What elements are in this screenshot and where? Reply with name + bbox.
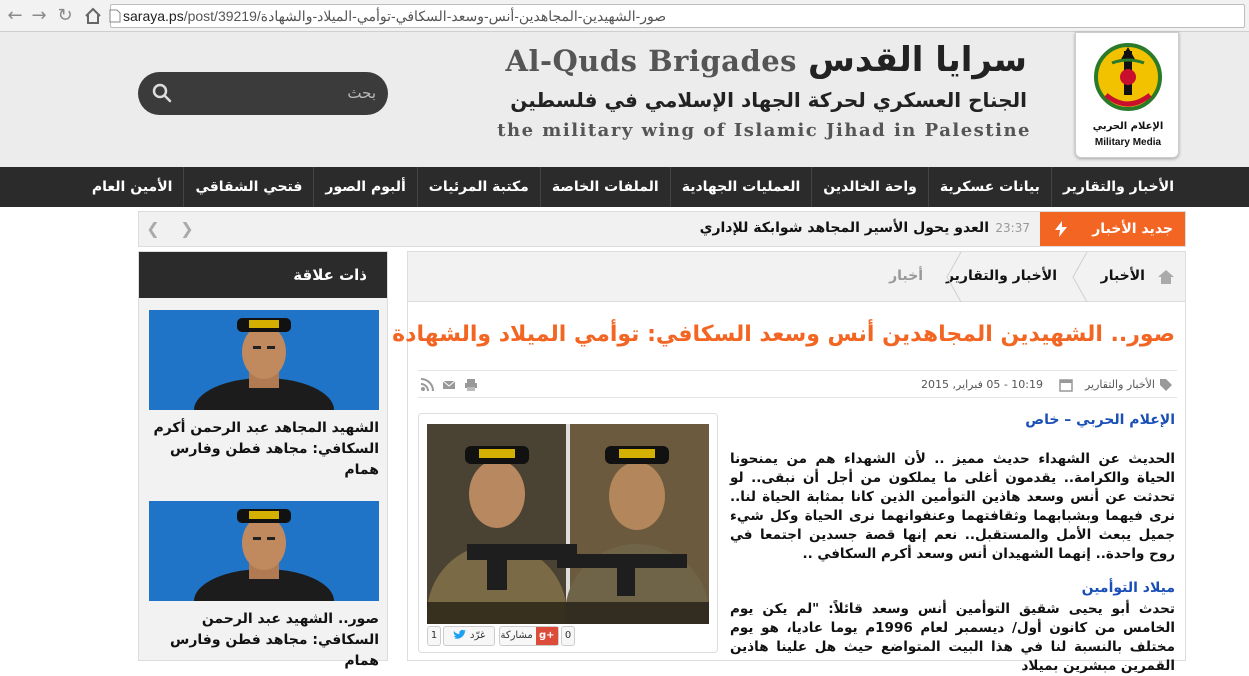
article-paragraph: تحدث أبو يحيى شقيق التوأمين أنس وسعد قائلاً: "لم يكن يوم الخامس من كانون أول/ ديسمبر لعام 1996م يوما عاديا، هو يوم مختلف بالنسبة لنا في هذا البيت المتواضع حيث هل علينا هاذين القمرين مبشرين بميلاد: [730, 601, 1175, 674]
breadcrumb-item[interactable]: الأخبار والتقارير: [945, 268, 1057, 284]
news-ticker: [138, 211, 1186, 247]
related-caption[interactable]: صور.. الشهيد عبد الرحمن السكافي: مجاهد فطن وفارس همام: [170, 611, 379, 669]
chevron-left-icon[interactable]: ❮: [146, 219, 160, 238]
nav-item-martyrs[interactable]: واحة الخالدين: [811, 167, 928, 207]
forward-icon[interactable]: →: [31, 5, 47, 26]
article-meta: [418, 370, 1177, 398]
nav-item-photo-album[interactable]: ألبوم الصور: [313, 167, 416, 207]
search-icon[interactable]: [152, 83, 172, 103]
nav-item-fathi-shaqaqi[interactable]: فتحي الشقاقي: [183, 167, 313, 207]
related-sidebar: [138, 251, 388, 669]
chevron-right-icon[interactable]: ❯: [180, 219, 194, 238]
browser-toolbar: [0, 0, 1249, 32]
ticker-label: جديد الأخبار: [1092, 221, 1173, 237]
home-icon[interactable]: [82, 5, 104, 27]
ticker-time: 23:37: [995, 221, 1030, 235]
tag-icon: [1159, 378, 1173, 392]
article-subheading: ميلاد التوأمين: [1081, 580, 1175, 596]
logo-caption-en: Military Media: [1094, 137, 1162, 148]
url-path: /post/39219/صور-الشهيدين-المجاهدين-أنس-وسعد-السكافي-توأمي-الميلاد-والشهادة: [183, 8, 667, 24]
article-source: الإعلام الحربي – خاص: [1025, 412, 1175, 428]
related-photo[interactable]: [149, 310, 379, 410]
gplus-count: 0: [561, 626, 575, 646]
site-subtitle-ar: الجناح العسكري لحركة الجهاد الإسلامي في فلسطين: [510, 88, 1027, 112]
breadcrumb-item[interactable]: الأخبار: [1100, 268, 1145, 284]
article-panel: [392, 251, 1186, 674]
email-icon[interactable]: [442, 378, 456, 392]
nav-item-news-reports[interactable]: الأخبار والتقارير: [1051, 167, 1185, 207]
site-logo[interactable]: [1075, 32, 1179, 158]
main-navigation: [0, 167, 1249, 207]
search-input[interactable]: [186, 82, 376, 104]
tweet-button[interactable]: [443, 626, 495, 646]
home-icon[interactable]: [1157, 268, 1175, 286]
page-icon: [109, 9, 121, 23]
nav-item-special-files[interactable]: الملفات الخاصة: [540, 167, 670, 207]
breadcrumb: [408, 252, 1185, 302]
article-photo-box: [418, 413, 718, 653]
tweet-label: غرّد: [469, 630, 486, 641]
rss-icon[interactable]: [420, 378, 434, 392]
back-icon[interactable]: ←: [7, 5, 23, 26]
article-photo[interactable]: [427, 424, 709, 624]
breadcrumb-separator: [943, 252, 963, 302]
twitter-icon: [453, 629, 467, 641]
site-title-en: Al-Quds Brigades: [505, 44, 797, 78]
sidebar-heading: ذات علاقة: [139, 252, 387, 298]
article-date: 10:19 - 05 فبراير, 2015: [921, 378, 1043, 391]
logo-caption-ar: الإعلام الحربي: [1092, 121, 1164, 132]
related-photo[interactable]: [149, 501, 379, 601]
url-host: saraya.ps: [123, 8, 184, 24]
nav-item-military-statements[interactable]: بيانات عسكرية: [928, 167, 1051, 207]
site-subtitle-en: the military wing of Islamic Jihad in Palestine: [497, 120, 1031, 141]
ticker-label-box: [1040, 212, 1185, 246]
gplus-share-button[interactable]: [499, 626, 559, 646]
tweet-count: 1: [427, 626, 441, 646]
article-title: صور.. الشهيدين المجاهدين أنس وسعد السكافي: توأمي الميلاد والشهادة: [392, 322, 1175, 347]
article-category[interactable]: الأخبار والتقارير: [1084, 378, 1155, 391]
reload-icon[interactable]: ↻: [57, 5, 73, 26]
nav-item-operations[interactable]: العمليات الجهادية: [670, 167, 812, 207]
gplus-icon: g+: [536, 627, 558, 645]
related-caption[interactable]: الشهيد المجاهد عبد الرحمن أكرم السكافي: مجاهد فطن وفارس همام: [153, 420, 379, 478]
breadcrumb-separator: [1069, 252, 1089, 302]
ticker-headline[interactable]: العدو يحول الأسير المجاهد شوابكة للإداري: [699, 220, 989, 236]
bolt-icon: [1054, 221, 1068, 237]
address-bar[interactable]: [110, 4, 1245, 28]
nav-item-secretary-general[interactable]: الأمين العام: [91, 179, 173, 195]
print-icon[interactable]: [464, 378, 478, 392]
breadcrumb-current: أخبار: [889, 268, 923, 284]
search-box: [138, 72, 388, 115]
gplus-label: مشاركة: [500, 630, 533, 641]
site-title-ar: سرايا القدس: [807, 40, 1027, 80]
nav-item-video-library[interactable]: مكتبة المرئيات: [417, 167, 540, 207]
calendar-icon: [1059, 378, 1073, 392]
article-paragraph: الحديث عن الشهداء حديث مميز .. لأن الشهداء هم من يمنحونا الحياة والكرامة.. يقدمون أغلى ما يملكون من أجل أن نبقى.. لو تحدثت عن أنس وسعد هاذين التوأمين الذين كانا بمثابة الحياة لنا.. نرى فيهما وبشبابهما وثقافتهما وعنفوانهما نرى الحياة وكل شيء جميل يبعث الأمل والمستقبل.. نعم إنها قصة جسدين اجتمعا في روح واحدة.. إنهما الشهيدان أنس وسعد أكرم السكافي ..: [730, 451, 1175, 562]
emblem-icon: [1076, 33, 1180, 121]
